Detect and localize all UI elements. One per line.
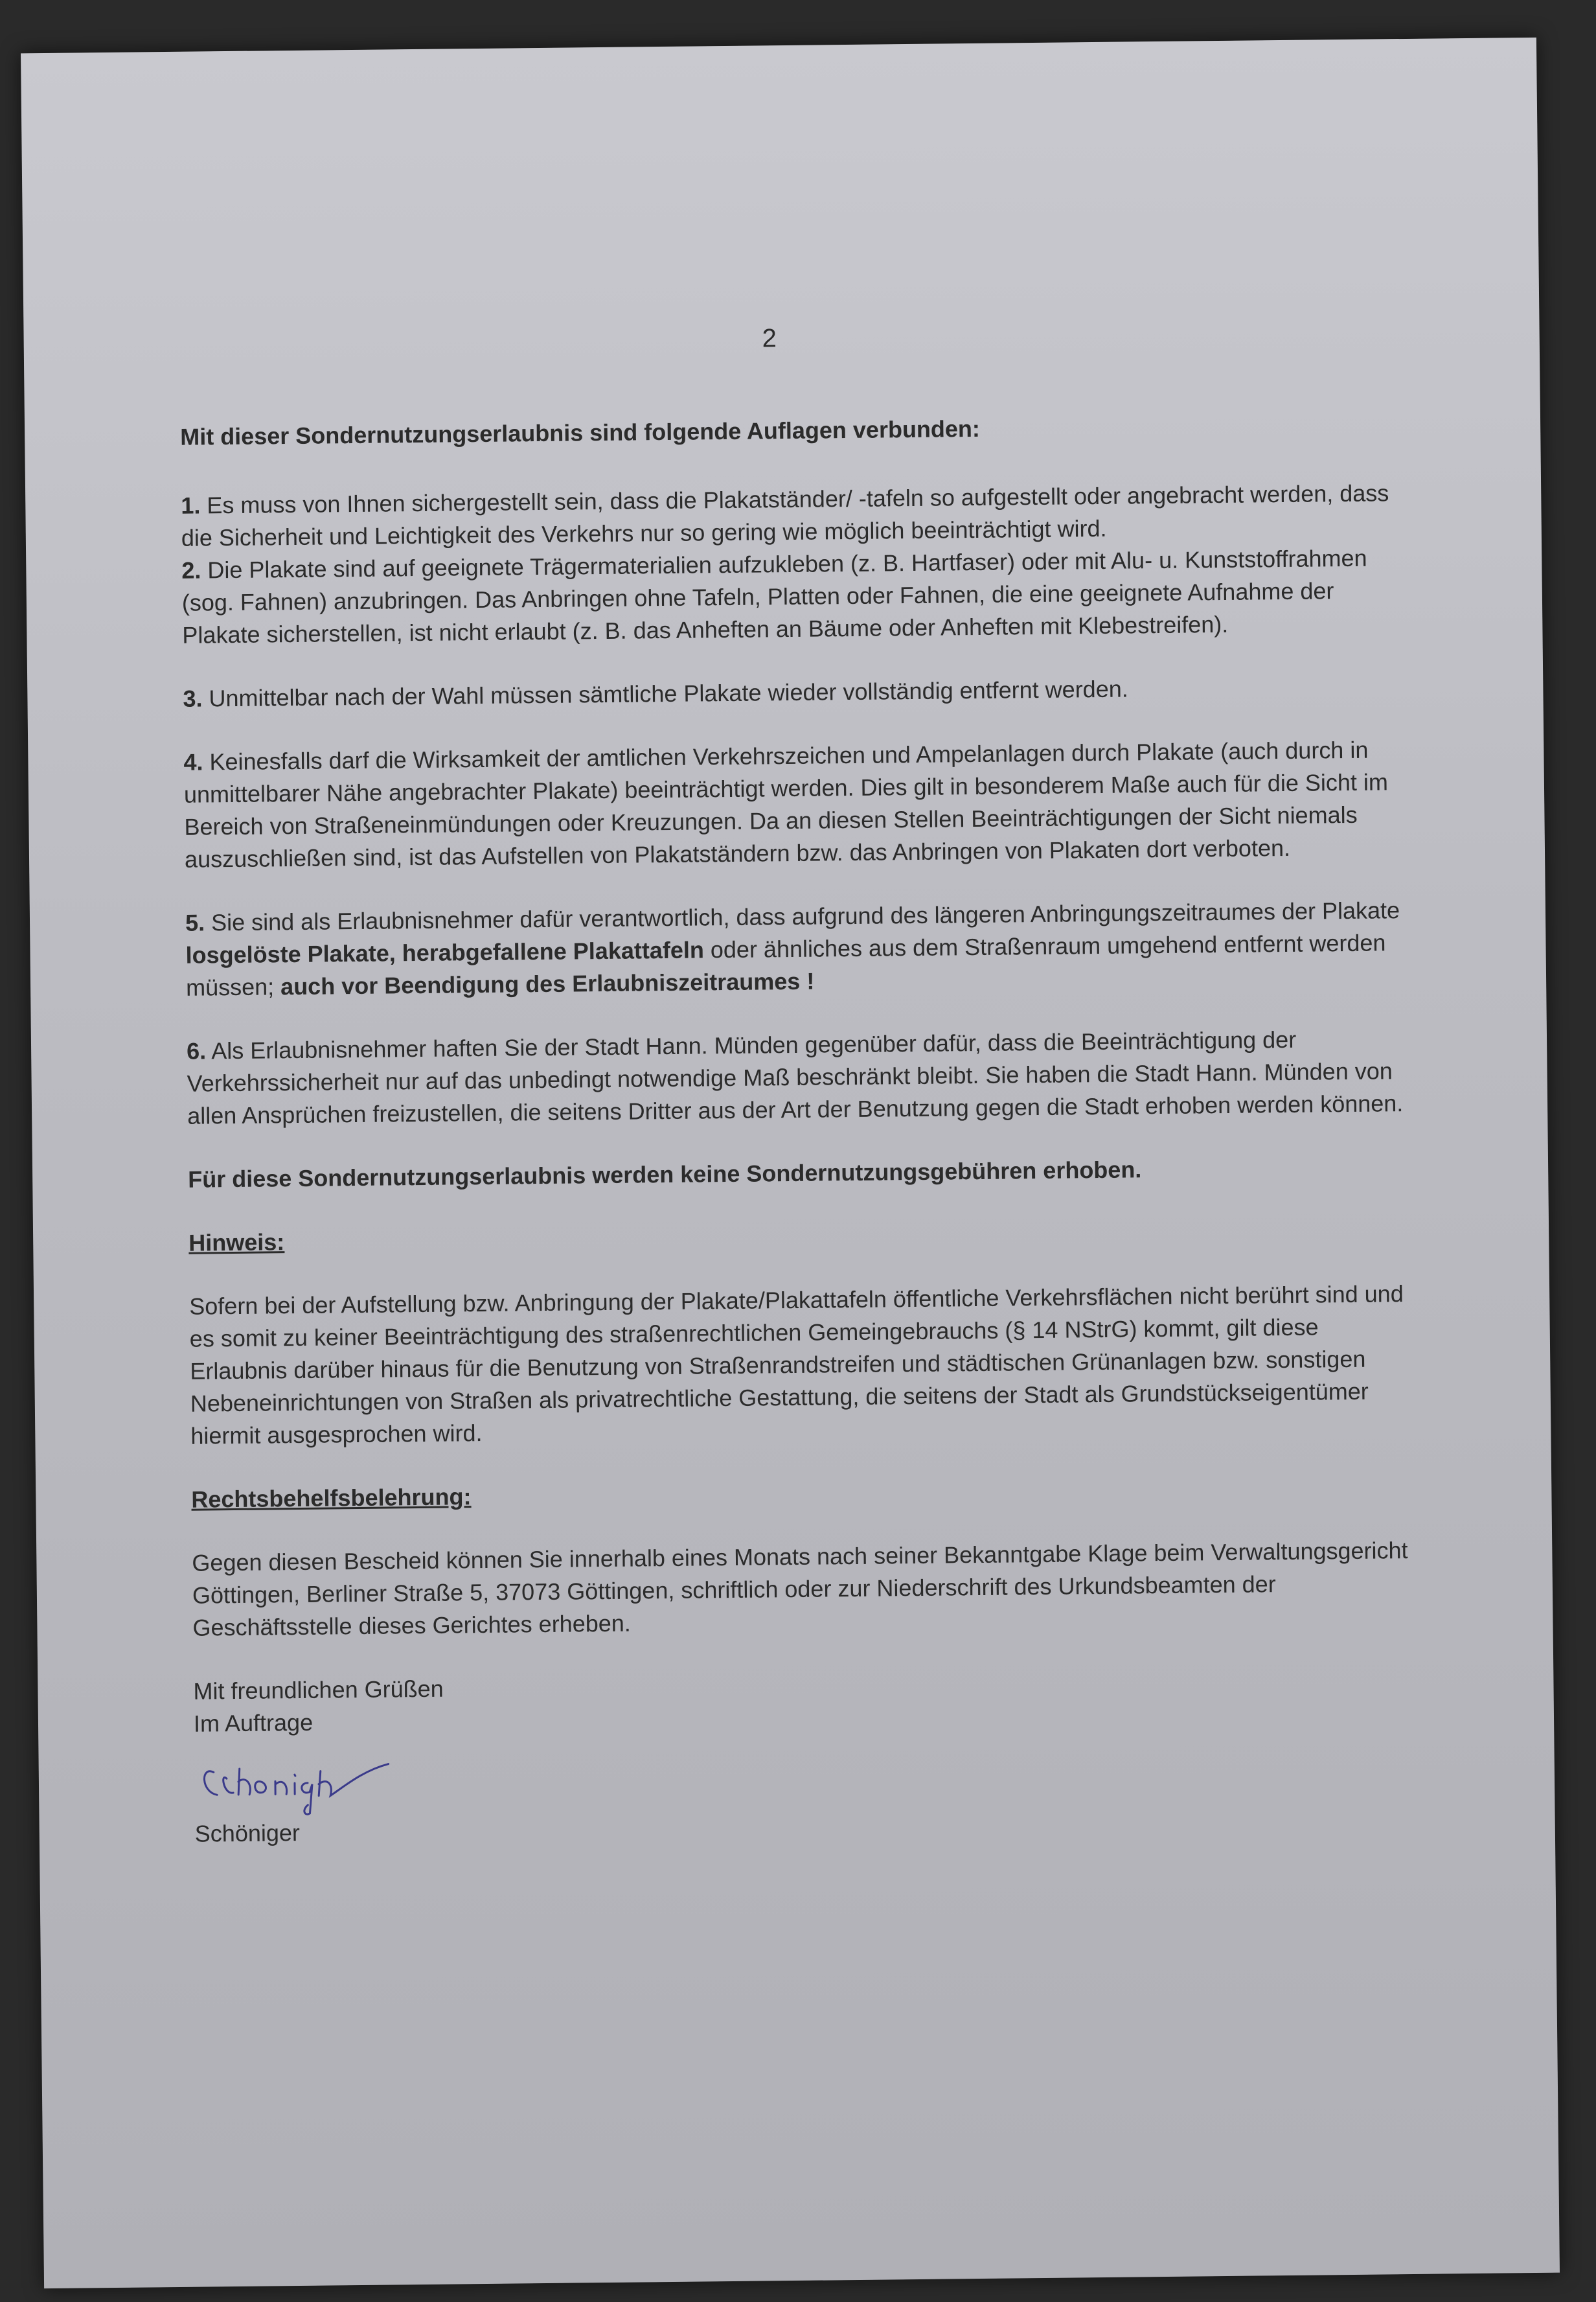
condition-4: [183, 733, 1402, 876]
handwritten-signature: [194, 1744, 428, 1818]
condition-text: Unmittelbar nach der Wahl müssen sämtliche Plakate wieder vollständig entfernt werden.: [202, 675, 1128, 712]
condition-text: Als Erlaubnisnehmer haften Sie der Stadt Hann. Münden gegenüber dafür, dass die Beeinträchtigung der Verkehrssicherheit nur auf das unbedingt notwendige Maß beschränkt bleibt. Sie haben die Stadt Hann. Münden von allen Ansprüchen freizustellen, die seitens Dritter aus der Art der Benutzung gegen die Stadt erhoben werden können.: [187, 1026, 1404, 1129]
condition-1: [181, 477, 1399, 555]
condition-2: [181, 542, 1400, 652]
condition-text: Es muss von Ihnen sichergestellt sein, dass die Plakatständer/ -tafeln so aufgestellt oder angebracht werden, dass die Sicherheit und Leichtigkeit des Verkehrs nur so gering wie möglich beeinträchtigt wird.: [181, 479, 1389, 551]
rechtsbehelf-text: Gegen diesen Bescheid können Sie innerhalb eines Monats nach seiner Bekanntgabe Klage beim Verwaltungsgericht Göttingen, Berliner Straße 5, 37073 Göttingen, schriftlich oder zur Niederschrift des Urkundsbeamten der Geschäftsstelle dieses Gerichtes erheben.: [192, 1537, 1408, 1641]
document-page: [21, 38, 1560, 2288]
hinweis-text: Sofern bei der Aufstellung bzw. Anbringung der Plakate/Plakattafeln öffentliche Verkehrsflächen nicht berührt sind und es somit zu keiner Beeinträchtigung des straßenrechtlichen Gemeingebrauchs (§ 14 NStrG) kommt, gilt diese Erlaubnis darüber hinaus für die Benutzung von Straßenrandstreifen und städtischen Grünanlagen bzw. sonstigen Nebeneinrichtungen von Straßen als privatrechtliche Gestattung, die seitens der Stadt als Grundstückseigentümer hiermit ausgesprochen wird.: [189, 1280, 1404, 1449]
hinweis-title: Hinweis:: [188, 1228, 285, 1256]
closing-block: [193, 1663, 1413, 1850]
fee-statement: Für diese Sondernutzungserlaubnis werden keine Sondernutzungsgebühren erhoben.: [187, 1156, 1142, 1193]
condition-emphasis: losgelöste Plakate, herabgefallene Plakattafeln: [185, 936, 705, 969]
condition-number: 5.: [185, 909, 205, 936]
condition-number: 6.: [186, 1037, 207, 1065]
condition-number: 4.: [183, 748, 203, 776]
condition-6: [187, 1022, 1405, 1133]
condition-number: 3.: [183, 685, 203, 712]
condition-text: Sie sind als Erlaubnisnehmer dafür verantwortlich, dass aufgrund des längeren Anbringungszeitraumes der Plakate: [204, 897, 1400, 936]
condition-number: 1.: [181, 492, 201, 519]
condition-5: [185, 894, 1404, 1004]
condition-3: [183, 670, 1400, 715]
on-behalf: Im Auftrage: [193, 1709, 314, 1737]
document-body: [179, 324, 1413, 1850]
conditions-heading: Mit dieser Sondernutzungserlaubnis sind folgende Auflagen verbunden:: [179, 415, 981, 450]
condition-text: Keinesfalls darf die Wirksamkeit der amtlichen Verkehrszeichen und Ampelanlagen durch Plakate (auch durch in unmittelbarer Nähe angebrachter Plakate) beeinträchtigt werden. Dies gilt in besonderem Maße auch für die Sicht im Bereich von Straßeneinmündungen oder Kreuzungen. Da an diesen Stellen Beeinträchtigungen der Sicht niemals auszuschließen sind, ist das Aufstellen von Plakatständern bzw. das Anbringen von Plakaten dort verboten.: [183, 736, 1389, 873]
page-number: 2: [762, 324, 777, 353]
condition-text: oder ähnliches aus dem Straßenraum umgehend entfernt werden müssen;: [185, 929, 1386, 1001]
signatory-name: Schöniger: [194, 1819, 301, 1847]
greeting: Mit freundlichen Grüßen: [193, 1675, 444, 1705]
condition-number: 2.: [181, 557, 201, 584]
condition-text: Die Plakate sind auf geeignete Trägermaterialien aufzukleben (z. B. Hartfaser) oder mit Alu- u. Kunststoffrahmen (sog. Fahnen) anzubringen. Das Anbringen ohne Tafeln, Platten oder Fahnen, die eine geeignete Aufnahme der Plakate sicherstellen, ist nicht erlaubt (z. B. das Anheften an Bäume oder Anheften mit Klebestreifen).: [181, 544, 1367, 649]
rechtsbehelf-title: Rechtsbehelfsbelehrung:: [191, 1483, 472, 1513]
condition-emphasis: auch vor Beendigung des Erlaubniszeitraumes !: [280, 967, 815, 1000]
